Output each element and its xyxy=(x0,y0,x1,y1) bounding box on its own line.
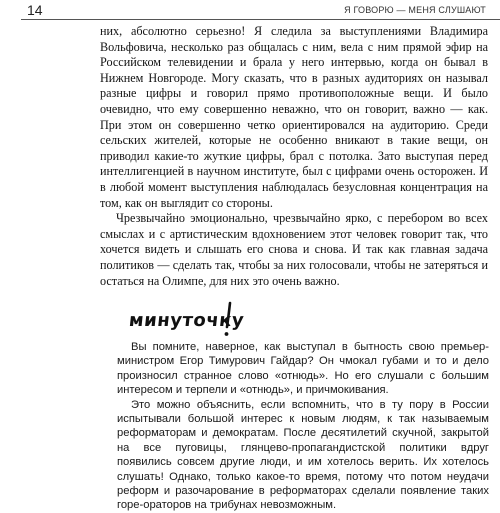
exclamation-icon xyxy=(129,296,329,338)
main-text xyxy=(100,24,488,289)
callout-title: минуточку xyxy=(127,310,246,331)
header-rule xyxy=(21,19,500,20)
running-head: Я ГОВОРЮ — МЕНЯ СЛУШАЮТ xyxy=(344,5,486,15)
callout-text xyxy=(117,340,489,513)
paragraph: Чрезвычайно эмоционально, чрезвычайно ярко, с перебором во всех смыслах и с артистическим вдохновением этот человек говорит так, что хочется видеть и слышать его снова и снова. И так как главная задача политиков — сделать так, чтобы за них голосовали, чтобы не затеряться и остаться на Олимпе, для них это очень важно. xyxy=(100,211,488,288)
callout-paragraph: Это можно объяснить, если вспомнить, что в ту пору в России испытывали большой интерес к новым людям, к так называемым реформаторам и демократам. После десятилетий скучной, закрытой на все пуговицы, глянцево-пропагандистской политики вдруг появились совсем другие люди, и им хотелось верить. Их хотелось слушать! Однако, только какое-то время, потому что потом неудачи реформ и разочарование в реформаторах сделали появление таких горе-ораторов на трибунах невозможным. xyxy=(117,398,489,512)
page-number: 14 xyxy=(27,2,43,18)
page-header xyxy=(0,0,500,22)
paragraph: них, абсолютно серьезно! Я следила за выступлениями Владимира Вольфовича, несколько раз общалась с ним, вела с ним прямой эфир на Российском телевидении и брала у него интервью, когда он бывал в Нижнем Новгороде. Могу сказать, что в разных аудиториях он называл разные цифры и говорил прямо противоположные вещи. И было очевидно, что ему совершенно неважно, что он говорит, важно — как. При этом он совершенно четко ориентировался на аудиторию. Среди сельских жителей, которые не особенно вникают в такие вещи, он приводил какие-то жуткие цифры, брал с потолка. Зато выступая перед интеллигенцией в научном институте, был с цифрами очень осторожен. И в любой момент выступления наблюдалась безусловная концентрация на том, как он выглядит со стороны. xyxy=(100,24,488,210)
callout-paragraph: Вы помните, наверное, как выступал в бытность свою премьер-министром Егор Тимурович Гайдар? Он чмокал губами и то и дело произносил странное слово «отнюдь». Но его слушали с большим интересом и терпели и «отнюдь», и причмокивания. xyxy=(117,341,489,397)
callout-heading xyxy=(129,296,329,338)
